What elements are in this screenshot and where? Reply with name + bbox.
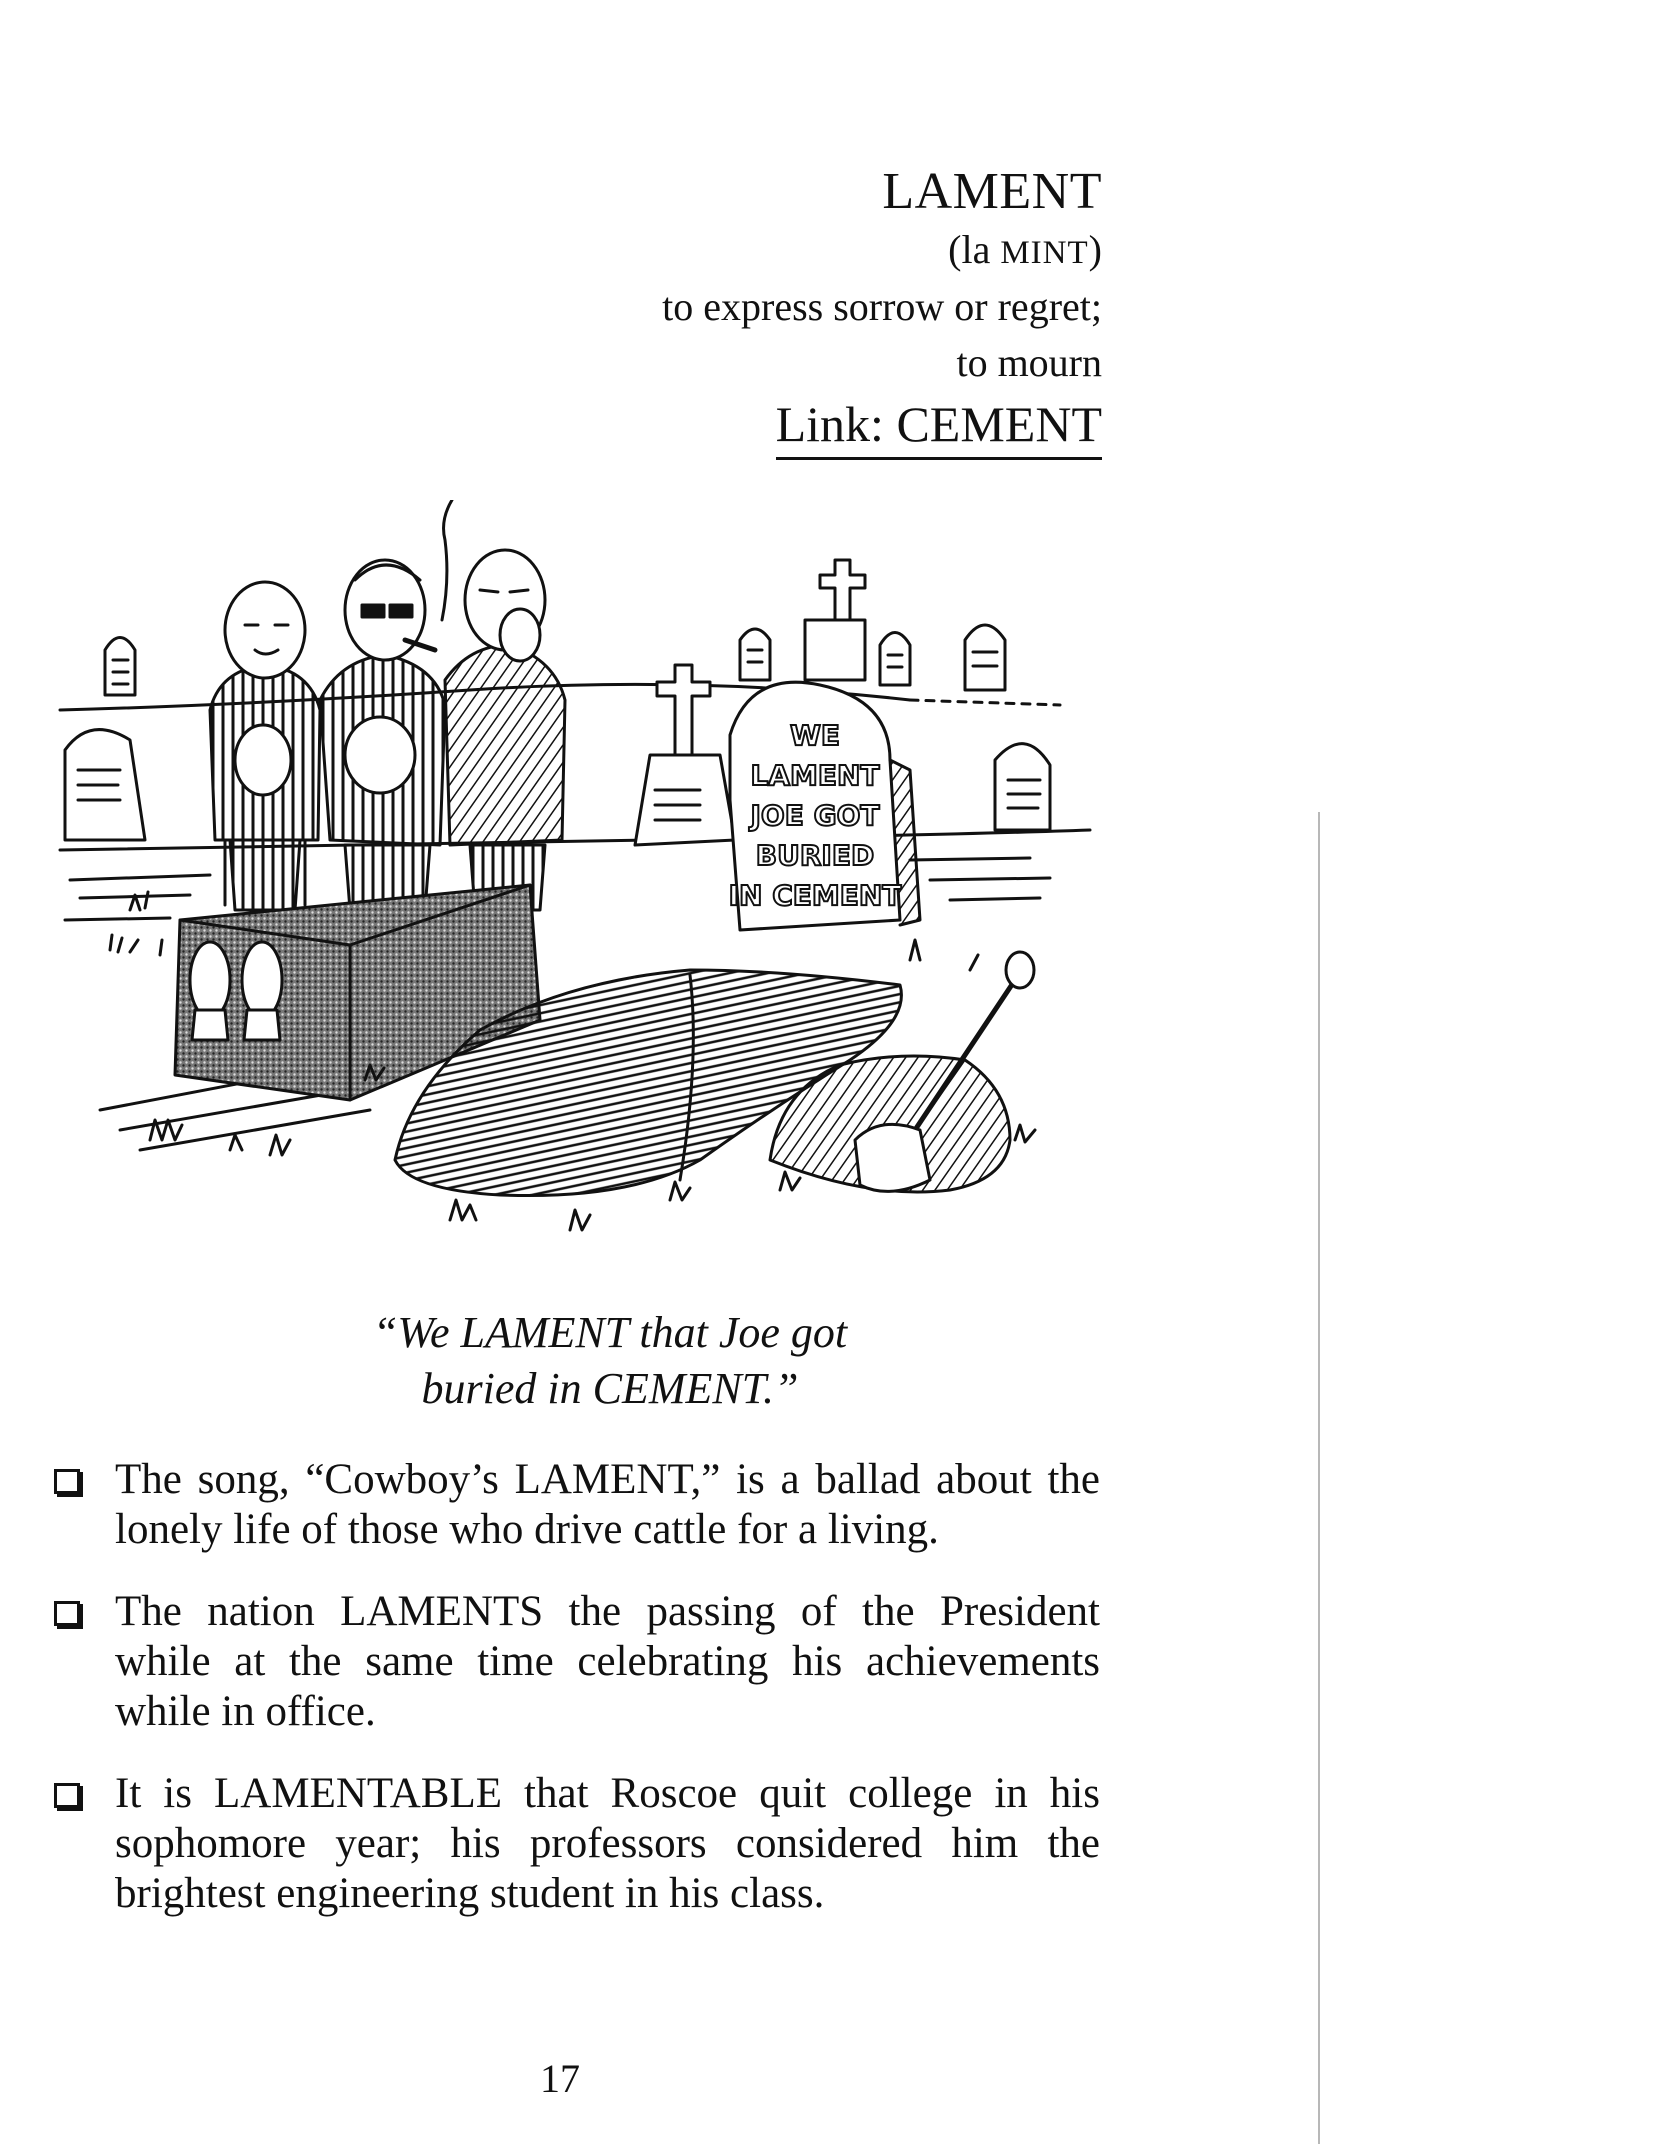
cartoon-illustration <box>50 500 1110 1290</box>
checkbox-icon <box>54 1601 80 1626</box>
entry-header <box>402 160 1102 460</box>
tombstone-text-line-4: BURIED <box>755 839 875 872</box>
example-item <box>40 1455 1100 1555</box>
scan-edge-line <box>1318 812 1320 2144</box>
example-text: It is LAMENTABLE that Roscoe quit college in his sophomore year; his professors considered him the brightest engineering student in his class. <box>115 1770 1100 1917</box>
cartoon-caption <box>200 1305 1020 1417</box>
definition-line-1: to express sorrow or regret; <box>662 284 1102 329</box>
example-item <box>40 1769 1100 1919</box>
tombstone-text-line-1: WE <box>789 719 841 752</box>
example-sentences <box>40 1455 1100 1951</box>
pronunciation <box>402 224 1102 279</box>
headword: LAMENT <box>882 163 1102 220</box>
definition-line-2: to mourn <box>956 340 1102 385</box>
mourner-left <box>210 582 320 910</box>
tombstone-text-line-2: LAMENT <box>750 759 880 792</box>
example-text: The song, “Cowboy’s LAMENT,” is a ballad about the lonely life of those who drive cattle for a living. <box>115 1456 1100 1553</box>
link-word: Link: CEMENT <box>776 393 1102 460</box>
checkbox-icon <box>54 1469 80 1494</box>
example-text: The nation LAMENTS the passing of the President while at the same time celebrating his achievements while in office. <box>115 1588 1100 1735</box>
mourner-right <box>445 550 565 910</box>
tombstone-text-line-5: IN CEMENT <box>728 879 902 912</box>
page-number: 17 <box>540 2056 580 2101</box>
mourner-middle <box>320 500 452 910</box>
pronunciation-open: (la <box>948 227 1001 272</box>
background-tombstone-1 <box>105 638 135 696</box>
caption-line-2: buried in CEMENT.” <box>421 1364 799 1413</box>
tombstone-text-line-3: JOE GOT <box>750 799 880 832</box>
caption-line-1: “We LAMENT that Joe got <box>372 1308 848 1357</box>
pronunciation-close: ) <box>1088 227 1102 272</box>
pronunciation-stress: MINT <box>1000 235 1089 271</box>
checkbox-icon <box>54 1783 80 1808</box>
example-item <box>40 1587 1100 1737</box>
